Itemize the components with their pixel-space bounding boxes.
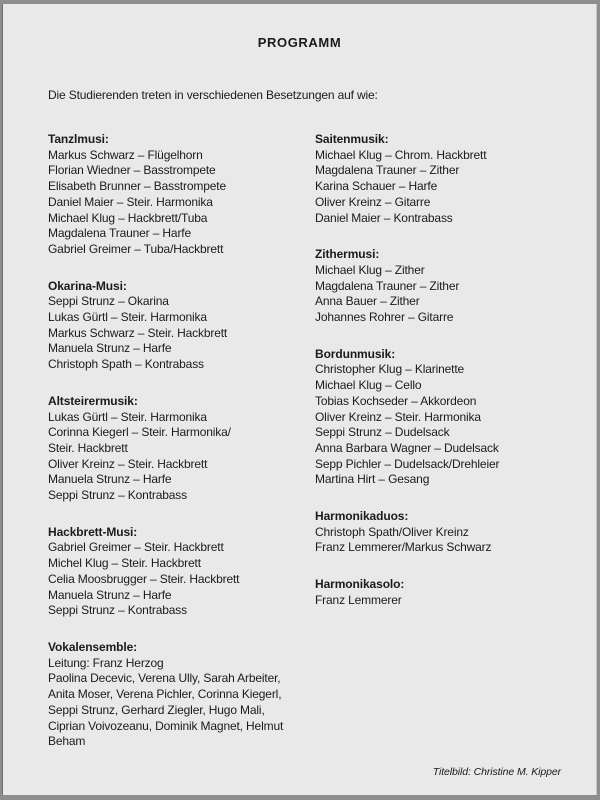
roster-line: Franz Lemmerer/Markus Schwarz — [315, 540, 492, 555]
roster-line: Martina Hirt – Gesang — [315, 472, 430, 487]
section-title: Saitenmusik: — [315, 132, 389, 146]
ensemble-section — [48, 640, 315, 750]
roster-line: Gabriel Greimer – Tuba/Hackbrett — [48, 241, 224, 256]
roster-line: Oliver Kreinz – Steir. Harmonika — [315, 409, 481, 424]
left-column — [48, 132, 315, 755]
roster-line: Anna Bauer – Zither — [315, 294, 420, 309]
right-column — [315, 132, 575, 755]
roster-line: Seppi Strunz – Dudelsack — [315, 425, 450, 440]
intro-text: Die Studierenden treten in verschiedenen Besetzungen auf wie: — [48, 88, 378, 102]
roster-line: Steir. Hackbrett — [48, 440, 128, 455]
section-title: Vokalensemble: — [48, 639, 138, 654]
roster-line: Corinna Kiegerl – Steir. Harmonika/ — [48, 425, 231, 440]
roster-line: Daniel Maier – Kontrabass — [315, 210, 453, 225]
section-title: Harmonikasolo: — [315, 577, 405, 592]
section-title: Altsteirermusik: — [48, 393, 138, 408]
roster-line: Michael Klug – Cello — [315, 378, 422, 393]
credit-text: Titelbild: Christine M. Kipper — [432, 766, 561, 778]
roster-line: Celia Moosbrugger – Steir. Hackbrett — [48, 571, 240, 586]
roster-line: Karina Schauer – Harfe — [315, 179, 438, 194]
roster-line: Michael Klug – Hackbrett/Tuba — [48, 210, 208, 225]
section-title: Okarina-Musi: — [48, 278, 127, 293]
roster-line: Manuela Strunz – Harfe — [48, 472, 172, 487]
roster-line: Magdalena Trauner – Harfe — [48, 226, 192, 241]
roster-line: Paolina Decevic, Verena Ully, Sarah Arbeiter, — [48, 671, 281, 686]
roster-line: Leitung: Franz Herzog — [48, 655, 164, 670]
page-title: PROGRAMM — [257, 35, 342, 50]
roster-line: Markus Schwarz – Steir. Hackbrett — [48, 325, 228, 340]
roster-line: Seppi Strunz – Okarina — [48, 294, 169, 309]
roster-line: Christoph Spath – Kontrabass — [48, 357, 204, 372]
roster-line: Florian Wiedner – Basstrompete — [48, 163, 216, 178]
roster-line: Ciprian Voivozeanu, Dominik Magnet, Helmut — [48, 718, 284, 733]
roster-line: Johannes Rohrer – Gitarre — [315, 310, 454, 325]
roster-line: Elisabeth Brunner – Basstrompete — [48, 179, 226, 194]
roster-line: Oliver Kreinz – Gitarre — [315, 194, 431, 209]
roster-line: Oliver Kreinz – Steir. Hackbrett — [48, 456, 208, 471]
program-page — [2, 4, 597, 795]
roster-line: Seppi Strunz, Gerhard Ziegler, Hugo Mali, — [48, 702, 265, 717]
section-title: Zithermusi: — [315, 247, 380, 262]
roster-line: Seppi Strunz – Kontrabass — [48, 488, 188, 503]
ensemble-section — [315, 577, 575, 608]
program-columns — [48, 132, 575, 755]
section-title: Tanzlmusi: — [48, 132, 109, 146]
roster-line: Seppi Strunz – Kontrabass — [48, 603, 188, 618]
ensemble-section — [48, 279, 315, 373]
section-title: Harmonikaduos: — [315, 509, 409, 524]
ensemble-section — [48, 525, 315, 619]
roster-line: Anna Barbara Wagner – Dudelsack — [315, 440, 499, 455]
ensemble-section — [48, 132, 315, 258]
section-title: Hackbrett-Musi: — [48, 524, 138, 539]
ensemble-section — [315, 347, 575, 488]
ensemble-section — [48, 394, 315, 504]
roster-line: Lukas Gürtl – Steir. Harmonika — [48, 310, 207, 325]
ensemble-section — [315, 247, 575, 326]
roster-line: Franz Lemmerer — [315, 592, 402, 607]
roster-line: Tobias Kochseder – Akkordeon — [315, 393, 477, 408]
roster-line: Lukas Gürtl – Steir. Harmonika — [48, 409, 207, 424]
ensemble-section — [315, 509, 575, 556]
roster-line: Daniel Maier – Steir. Harmonika — [48, 194, 213, 209]
roster-line: Manuela Strunz – Harfe — [48, 587, 172, 602]
roster-line: Christoph Spath/Oliver Kreinz — [315, 524, 469, 539]
roster-line: Michael Klug – Chrom. Hackbrett — [315, 147, 487, 162]
roster-line: Magdalena Trauner – Zither — [315, 278, 460, 293]
roster-line: Magdalena Trauner – Zither — [315, 163, 460, 178]
section-title: Bordunmusik: — [315, 346, 396, 361]
roster-line: Michel Klug – Steir. Hackbrett — [48, 556, 201, 571]
roster-line: Sepp Pichler – Dudelsack/Drehleier — [315, 456, 500, 471]
roster-line: Manuela Strunz – Harfe — [48, 341, 172, 356]
roster-line: Markus Schwarz – Flügelhorn — [48, 147, 203, 162]
ensemble-section — [315, 132, 575, 226]
roster-line: Beham — [48, 734, 86, 749]
roster-line: Gabriel Greimer – Steir. Hackbrett — [48, 540, 224, 555]
roster-line: Christopher Klug – Klarinette — [315, 362, 465, 377]
roster-line: Anita Moser, Verena Pichler, Corinna Kiegerl, — [48, 687, 282, 702]
roster-line: Michael Klug – Zither — [315, 262, 425, 277]
